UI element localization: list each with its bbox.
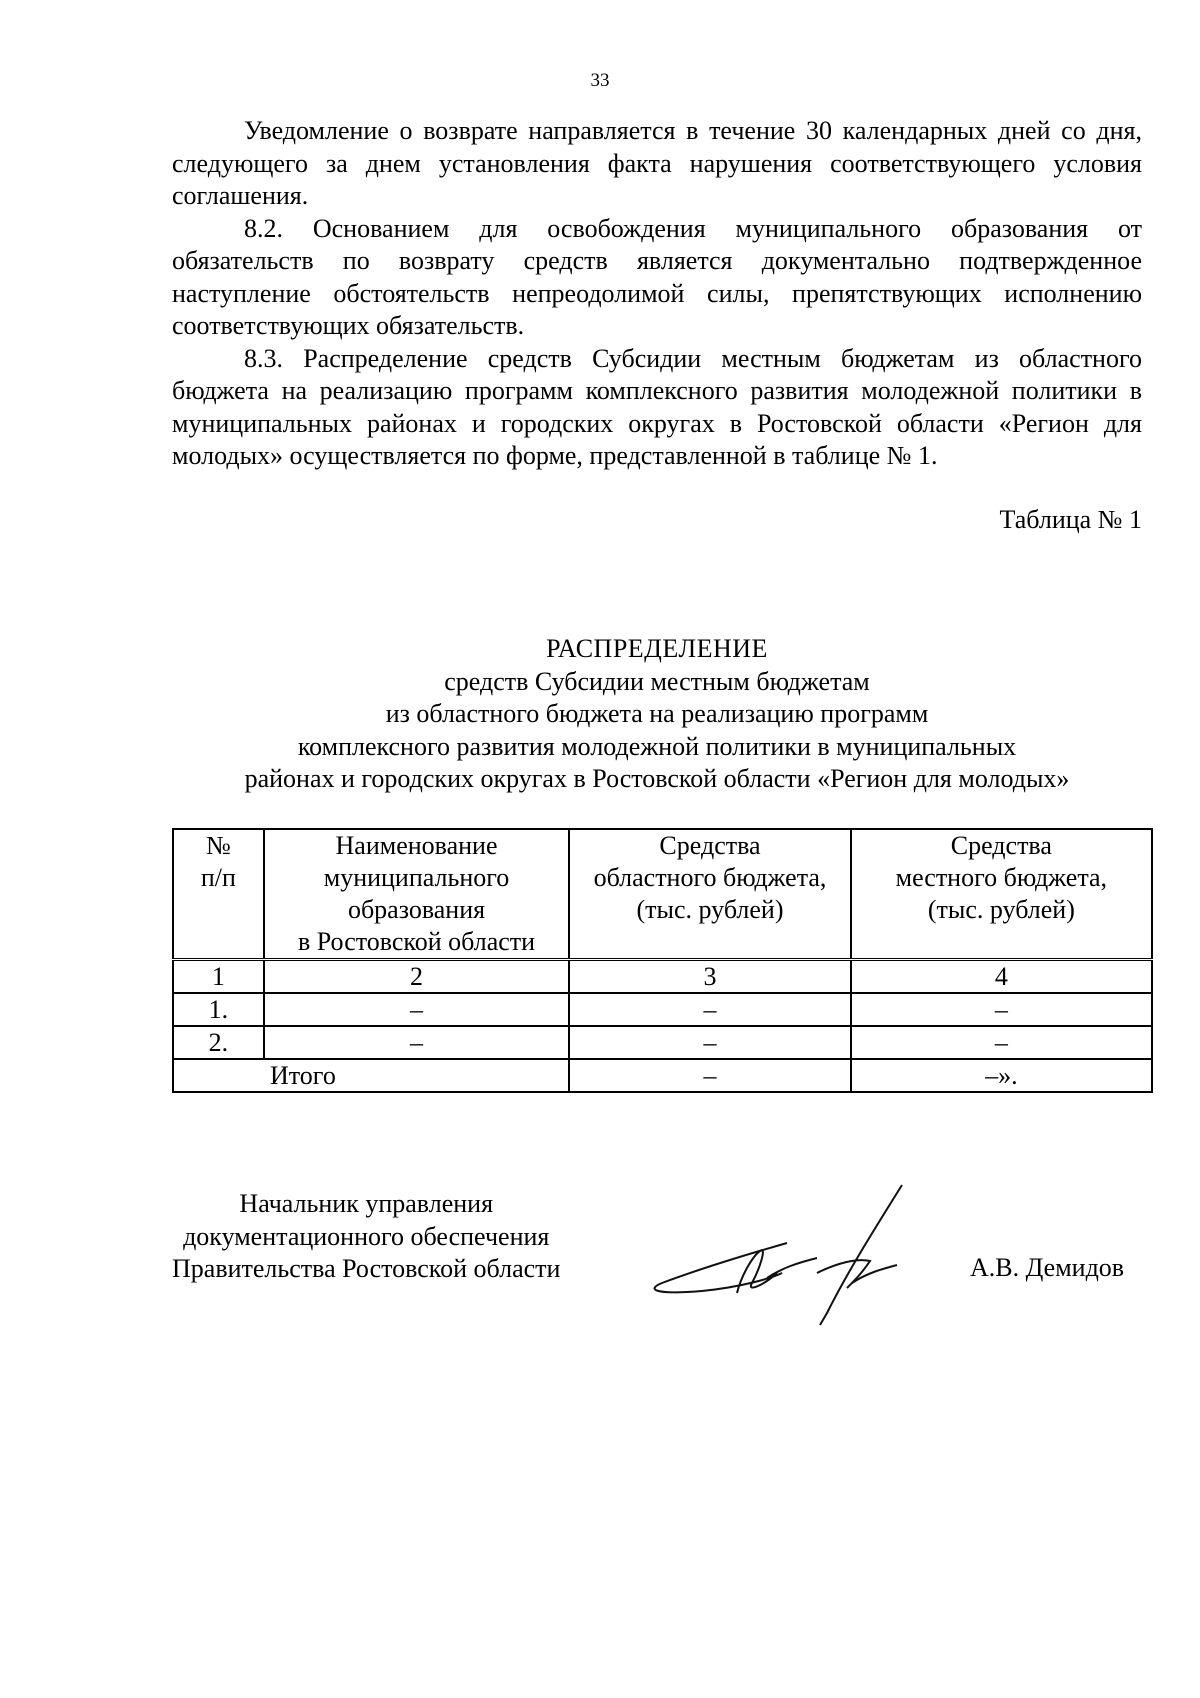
heading-line: комплексного развития молодежной политики в муниципальных [297,731,1017,761]
header-cell-regional-budget [569,829,850,960]
handwritten-signature [642,1173,932,1333]
table-cell: – [264,1026,570,1059]
total-local-cell: –». [851,1059,1152,1092]
page-number: 33 [590,70,610,91]
header-line: Средства [659,831,761,860]
table-cell: – [569,993,850,1026]
header-line: (тыс. рублей) [636,895,784,924]
position-line: Начальник управления [239,1189,494,1218]
heading-line: средств Субсидии местным бюджетам [444,666,870,696]
header-line: областного бюджета, [593,863,827,892]
distribution-table [172,828,1153,1093]
header-line: № [205,831,231,860]
header-line: муниципального [323,863,510,892]
heading-line: районах и городских округах в Ростовской области «Регион для молодых» [244,764,1070,793]
header-line: Наименование [335,831,498,860]
total-regional-cell: – [569,1059,850,1092]
table-cell: 1. [173,993,264,1026]
table-cell: – [569,1026,850,1059]
paragraph: 8.3. Распределение средств Субсидии местным бюджетам из областного бюджета на реализацию программ комплексного развития молодежной политики в муниципальных районах и городских округах в Ростовской области «Регион для молодых» осуществляется по форме, представленной в таблице № 1. [172,343,1142,470]
total-label: Итого [173,1059,569,1092]
table-caption: Таблица № 1 [999,505,1142,534]
distribution-heading [172,633,1142,796]
table-cell: 2 [264,960,570,994]
signatory-position [172,1188,560,1286]
column-number-row [173,960,1152,994]
table-row [173,1026,1152,1059]
position-line: Правительства Ростовской области [172,1254,561,1283]
table-cell: – [851,993,1152,1026]
signatory-name: А.В. Демидов [970,1253,1125,1282]
paragraph: 8.2. Основанием для освобождения муниципального образования от обязательств по возврату средств является документально подтвержденное наступление обстоятельств непреодолимой силы, препятствующих исполнению соответствующих обязательств. [172,213,1142,340]
table-cell: 1 [173,960,264,994]
table-header-row [173,829,1152,960]
table-cell: 4 [851,960,1152,994]
paragraph: Уведомление о возврате направляется в течение 30 календарных дней со дня, следующего за днем установления факта нарушения соответствующего условия соглашения. [172,116,1142,210]
heading-line: из областного бюджета на реализацию программ [385,699,929,728]
header-cell-number [173,829,264,960]
position-line: документационного обеспечения [183,1221,550,1251]
header-line: местного бюджета, [895,863,1108,892]
header-cell-municipality [264,829,570,960]
header-line: образования [347,895,486,924]
header-line: (тыс. рублей) [927,895,1075,924]
header-line: в Ростовской области [297,927,536,956]
table-cell: 2. [173,1026,264,1059]
table-cell: – [851,1026,1152,1059]
header-cell-local-budget [851,829,1152,960]
body-text [172,115,1142,473]
heading-title: РАСПРЕДЕЛЕНИЕ [546,634,768,663]
signature-block [172,1188,1142,1348]
header-line: п/п [200,863,236,892]
header-line: Средства [950,831,1052,860]
total-row [173,1059,1152,1092]
table-cell: – [264,993,570,1026]
table-cell: 3 [569,960,850,994]
table-row [173,993,1152,1026]
